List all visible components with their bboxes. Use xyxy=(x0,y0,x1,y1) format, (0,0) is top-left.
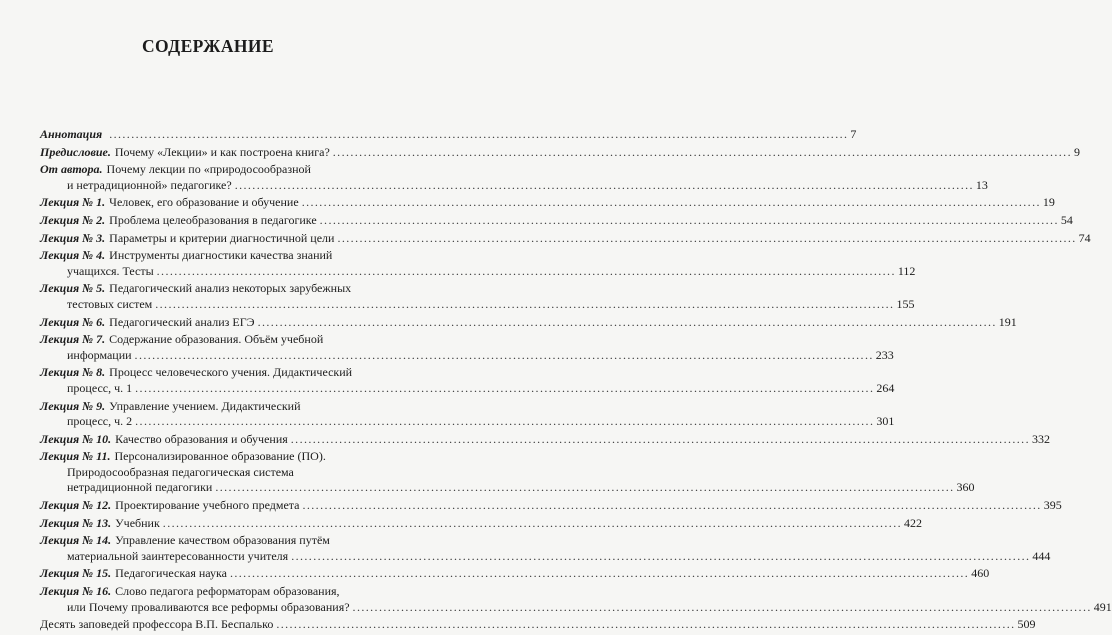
page-number: 191 xyxy=(998,314,1017,329)
toc-entry-label: Предисловие. xyxy=(40,144,111,159)
toc-line xyxy=(40,599,1112,616)
page-number: 422 xyxy=(904,515,922,530)
toc-entry-text: Управление качеством образования путём xyxy=(115,533,330,548)
toc-entry-label: Лекция № 7. xyxy=(40,332,106,347)
toc-entry-label: Лекция № 10. xyxy=(40,431,112,446)
toc-entry-text: Природосообразная педагогическая система xyxy=(67,464,294,479)
toc-entry-text: Учебник xyxy=(115,515,160,530)
toc-line xyxy=(40,380,895,397)
toc-line xyxy=(40,465,396,481)
dot-leader xyxy=(135,348,874,364)
toc-entry xyxy=(40,365,895,396)
toc-entry-text: Педагогическая наука xyxy=(115,566,227,581)
toc-line xyxy=(40,498,1062,514)
toc-entry-text: Педагогический анализ некоторых зарубежных xyxy=(109,281,352,296)
toc-entry xyxy=(40,314,1017,331)
dot-leader xyxy=(135,381,874,397)
toc-line xyxy=(40,515,922,532)
page-number: 19 xyxy=(1042,195,1055,210)
toc-entry-label: Аннотация xyxy=(40,127,103,141)
page-number: 9 xyxy=(1073,144,1080,159)
dot-leader xyxy=(353,600,1092,616)
page-number: 264 xyxy=(876,380,895,395)
toc-entry-label: Лекция № 5. xyxy=(40,281,106,296)
dot-leader xyxy=(291,549,1030,565)
toc-line xyxy=(40,365,396,381)
toc-entry-label: Лекция № 2. xyxy=(40,212,106,227)
toc-entry-label: Лекция № 1. xyxy=(40,195,106,210)
page-number: 395 xyxy=(1043,498,1062,513)
toc-line xyxy=(40,177,988,194)
toc-entry xyxy=(40,230,1091,247)
page-number: 301 xyxy=(876,414,895,429)
page-number: 332 xyxy=(1031,431,1050,446)
toc-entry-text: Проблема целеобразования в педагогике xyxy=(109,212,317,227)
toc-line xyxy=(40,212,1073,229)
toc-entry-text: процесс, ч. 2 xyxy=(67,414,133,429)
page-number: 54 xyxy=(1060,212,1073,227)
toc-entry-text: нетрадиционной педагогики xyxy=(67,480,213,495)
table-of-contents xyxy=(40,127,1112,635)
toc-entry-text: Человек, его образование и обучение xyxy=(109,195,299,210)
toc-line xyxy=(40,248,396,264)
toc-entry-text: тестовых систем xyxy=(67,296,153,311)
page-number: 491 xyxy=(1093,599,1112,614)
toc-entry-text: Почему «Лекции» и как построена книга? xyxy=(114,144,330,159)
dot-leader xyxy=(291,432,1030,448)
page-title: СОДЕРЖАНИЕ xyxy=(141,36,274,56)
toc-entry xyxy=(40,332,894,363)
toc-entry-text: и нетрадиционной» педагогике? xyxy=(67,177,232,192)
page-number: 7 xyxy=(850,127,857,141)
toc-entry-text: Педагогический анализ ЕГЭ xyxy=(109,314,255,329)
toc-entry xyxy=(40,584,1112,615)
page-number: 460 xyxy=(971,566,990,581)
toc-line xyxy=(40,399,396,415)
toc-entry-text: или Почему проваливаются все реформы образования? xyxy=(67,599,350,614)
toc-line xyxy=(40,263,916,280)
toc-entry-label: Лекция № 3. xyxy=(40,230,106,245)
toc-entry xyxy=(40,566,990,582)
toc-entry-label: Лекция № 4. xyxy=(40,248,106,263)
toc-entry-text: учащихся. Тесты xyxy=(67,263,154,278)
dot-leader xyxy=(320,213,1059,229)
toc-entry-label: Лекция № 15. xyxy=(40,566,112,581)
toc-line xyxy=(40,314,1017,331)
toc-line xyxy=(40,347,894,364)
toc-entry-label: Лекция № 6. xyxy=(40,314,106,329)
toc-line xyxy=(40,296,915,313)
toc-entry-label: Лекция № 8. xyxy=(40,365,106,380)
toc-entry xyxy=(40,281,915,312)
toc-entry xyxy=(40,398,895,430)
toc-entry-text: процесс, ч. 1 xyxy=(67,380,133,395)
toc-entry-label: Лекция № 11. xyxy=(40,449,111,464)
toc-line xyxy=(40,195,1055,211)
toc-entry xyxy=(40,144,1080,161)
toc-line xyxy=(40,566,990,582)
dot-leader xyxy=(230,566,969,582)
toc-entry-label: Лекция № 14. xyxy=(40,533,112,548)
toc-entry xyxy=(40,515,922,532)
toc-entry-text: Слово педагога реформаторам образования, xyxy=(115,584,340,599)
dot-leader xyxy=(155,297,894,313)
toc-line xyxy=(40,431,1050,448)
toc-entry-text: Качество образования и обучения xyxy=(115,431,288,446)
toc-line xyxy=(40,127,857,143)
toc-entry-text: материальной заинтересованности учителя xyxy=(67,548,289,563)
toc-entry-text: Десять заповедей профессора В.П. Беспалько xyxy=(40,617,274,632)
toc-line xyxy=(40,144,1080,161)
dot-leader xyxy=(163,516,902,532)
toc-line xyxy=(40,548,1051,565)
toc-entry-text: Параметры и критерии диагностичной цели xyxy=(109,230,335,245)
toc-entry xyxy=(40,617,1036,633)
toc-entry xyxy=(40,533,1051,564)
toc-entry-text: Инструменты диагностики качества знаний xyxy=(109,248,333,263)
page-number: 155 xyxy=(896,296,915,311)
toc-entry-text: Содержание образования. Объём учебной xyxy=(109,332,324,347)
toc-entry xyxy=(40,449,975,496)
dot-leader xyxy=(215,480,954,496)
dot-leader xyxy=(333,145,1072,161)
toc-line xyxy=(40,480,975,496)
dot-leader xyxy=(337,231,1076,247)
toc-entry-label: От автора. xyxy=(40,162,103,177)
toc-line xyxy=(40,281,396,297)
toc-entry xyxy=(40,498,1062,514)
toc-line xyxy=(40,617,1036,633)
toc-entry-label: Лекция № 12. xyxy=(40,498,112,513)
dot-leader xyxy=(258,315,997,331)
page-number: 13 xyxy=(975,177,988,192)
dot-leader xyxy=(135,414,874,430)
toc-entry-text: Почему лекции по «природосообразной xyxy=(106,162,311,177)
toc-line xyxy=(40,449,396,465)
toc-entry-text: информации xyxy=(67,347,132,362)
toc-line xyxy=(40,230,1091,247)
toc-entry-text: Персонализированное образование (ПО). xyxy=(114,449,326,464)
toc-entry-text: Управление учением. Дидактический xyxy=(109,398,301,413)
dot-leader xyxy=(302,195,1041,211)
toc-entry-label: Лекция № 9. xyxy=(40,398,106,413)
toc-entry xyxy=(40,212,1073,229)
dot-leader xyxy=(276,617,1015,633)
page-number: 444 xyxy=(1032,548,1051,563)
toc-line xyxy=(40,584,396,600)
page-number: 233 xyxy=(875,347,894,362)
toc-entry-text: Проектирование учебного предмета xyxy=(115,498,300,513)
page-number: 509 xyxy=(1017,617,1036,632)
toc-entry-label: Лекция № 16. xyxy=(40,584,112,599)
toc-line xyxy=(40,414,895,430)
toc-entry xyxy=(40,127,857,143)
toc-line xyxy=(40,162,396,178)
toc-entry xyxy=(40,248,916,279)
toc-line xyxy=(40,533,396,549)
toc-entry xyxy=(40,195,1055,211)
toc-entry-label: Лекция № 13. xyxy=(40,515,112,530)
page-number: 360 xyxy=(956,480,975,495)
dot-leader xyxy=(235,178,974,194)
page-number: 74 xyxy=(1078,230,1091,245)
toc-line xyxy=(40,332,396,348)
toc-entry xyxy=(40,162,988,193)
dot-leader xyxy=(302,498,1041,514)
dot-leader xyxy=(157,264,896,280)
toc-entry xyxy=(40,431,1050,448)
toc-entry-text: Процесс человеческого учения. Дидактический xyxy=(109,365,353,380)
dot-leader xyxy=(109,127,848,143)
page-number: 112 xyxy=(897,263,916,278)
